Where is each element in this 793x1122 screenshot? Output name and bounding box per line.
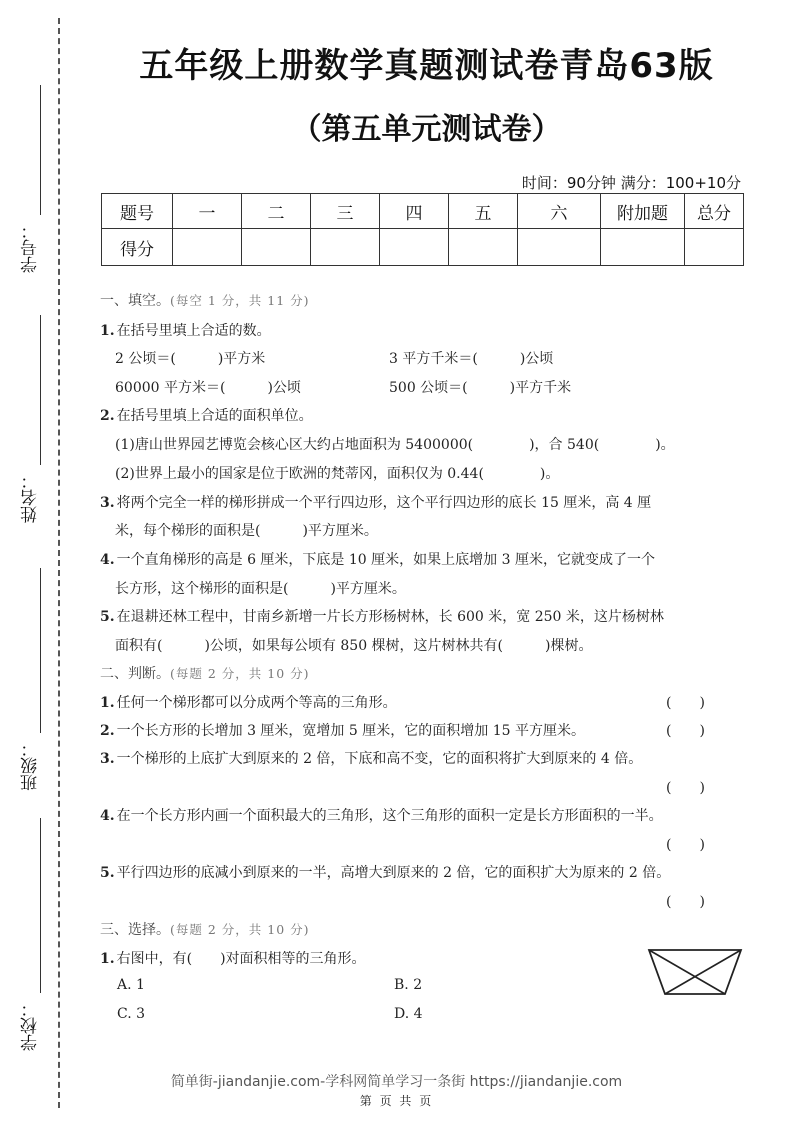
section-1-heading bbox=[100, 290, 310, 310]
option-a[interactable]: A. 1 bbox=[117, 977, 145, 993]
page-title: 五年级上册数学真题测试卷青岛63版 bbox=[139, 46, 714, 86]
question-number: 1. bbox=[100, 695, 115, 711]
score-header-cell: 二 bbox=[242, 194, 311, 229]
s1-q1-item-d: 500 公顷＝( )平方千米 bbox=[389, 380, 572, 396]
score-cell[interactable] bbox=[242, 229, 311, 266]
option-c[interactable]: C. 3 bbox=[117, 1006, 146, 1022]
class-label: 班级： bbox=[21, 740, 41, 791]
question-text: 将两个完全一样的梯形拼成一个平行四边形，这个平行四边形的底长 15 厘米，高 4 厘 bbox=[116, 495, 652, 511]
score-cell[interactable] bbox=[518, 229, 601, 266]
question-number: 5. bbox=[100, 609, 115, 625]
s1-q1-item-a: 2 公顷＝( )平方米 bbox=[115, 351, 266, 367]
question-number: 4. bbox=[100, 552, 115, 568]
question-text: 在括号里填上合适的数。 bbox=[116, 323, 271, 339]
s1-q2-item-2: (2)世界上最小的国家是位于欧洲的梵蒂冈，面积仅为 0.44( )。 bbox=[115, 466, 560, 482]
page-number: 第 页 共 页 bbox=[359, 1094, 434, 1108]
diagonal-line bbox=[665, 950, 741, 994]
section-2-title: 二、判断。 bbox=[100, 666, 170, 682]
section-3-note: (每题 2 分，共 10 分) bbox=[170, 922, 310, 937]
section-1-title: 一、填空。 bbox=[100, 293, 170, 309]
question-number: 3. bbox=[100, 495, 115, 511]
section-1-note: (每空 1 分，共 11 分) bbox=[170, 293, 310, 308]
score-cell[interactable] bbox=[449, 229, 518, 266]
score-table-header-row bbox=[102, 194, 744, 229]
score-header-cell: 总分 bbox=[685, 194, 744, 229]
question-text: 在括号里填上合适的面积单位。 bbox=[116, 408, 313, 424]
score-table-score-row bbox=[102, 229, 744, 266]
s1-q5-line-2: 面积有( )公顷，如果每公顷有 850 棵树，这片树林共有( )棵树。 bbox=[115, 638, 593, 654]
score-row-label: 得分 bbox=[102, 229, 173, 266]
score-header-cell: 一 bbox=[173, 194, 242, 229]
score-header-cell: 附加题 bbox=[601, 194, 685, 229]
option-b[interactable]: B. 2 bbox=[394, 977, 423, 993]
s2-question-5 bbox=[100, 862, 670, 882]
s1-q1-item-b: 3 平方千米＝( )公顷 bbox=[389, 351, 554, 367]
score-cell[interactable] bbox=[601, 229, 685, 266]
section-3-title: 三、选择。 bbox=[100, 922, 170, 938]
question-text: 在一个长方形内画一个面积最大的三角形，这个三角形的面积一定是长方形面积的一半。 bbox=[116, 808, 663, 824]
answer-parens[interactable]: ( ) bbox=[666, 837, 705, 853]
trapezoid-outline bbox=[649, 950, 741, 994]
question-text: 平行四边形的底减小到原来的一半，高增大到原来的 2 倍，它的面积扩大为原来的 2 倍。 bbox=[116, 865, 671, 881]
score-header-cell: 五 bbox=[449, 194, 518, 229]
school-field[interactable] bbox=[40, 818, 41, 993]
question-number: 5. bbox=[100, 865, 115, 881]
answer-parens[interactable]: ( ) bbox=[666, 780, 705, 796]
answer-parens[interactable]: ( ) bbox=[666, 894, 705, 910]
score-cell[interactable] bbox=[380, 229, 449, 266]
s1-question-4 bbox=[100, 549, 655, 569]
s2-question-2 bbox=[100, 720, 585, 740]
name-field[interactable] bbox=[40, 315, 41, 465]
question-text: 任何一个梯形都可以分成两个等高的三角形。 bbox=[116, 695, 397, 711]
s2-question-4 bbox=[100, 805, 663, 825]
time-info: 时间：90分钟 满分：100+10分 bbox=[521, 174, 741, 192]
score-cell[interactable] bbox=[685, 229, 744, 266]
section-2-note: (每题 2 分，共 10 分) bbox=[170, 666, 310, 681]
question-number: 4. bbox=[100, 808, 115, 824]
student-id-label: 学号： bbox=[21, 222, 41, 273]
question-number: 1. bbox=[100, 323, 115, 339]
s3-question-1 bbox=[100, 948, 366, 968]
question-number: 3. bbox=[100, 751, 115, 767]
class-field[interactable] bbox=[40, 568, 41, 733]
section-3-heading bbox=[100, 919, 310, 939]
s1-question-3 bbox=[100, 492, 651, 512]
s2-question-1 bbox=[100, 692, 397, 712]
student-id-field[interactable] bbox=[40, 85, 41, 215]
score-cell[interactable] bbox=[173, 229, 242, 266]
page-subtitle: （第五单元测试卷） bbox=[291, 112, 562, 147]
option-d[interactable]: D. 4 bbox=[394, 1006, 423, 1022]
question-text: 一个直角梯形的高是 6 厘米，下底是 10 厘米，如果上底增加 3 厘米，它就变成了一个 bbox=[116, 552, 655, 568]
question-text: 右图中，有( )对面积相等的三角形。 bbox=[116, 951, 366, 967]
school-label: 学校： bbox=[21, 1000, 41, 1051]
source-footer: 简单街-jiandanjie.com-学科网简单学习一条街 https://jiandanjie.com bbox=[170, 1074, 623, 1090]
score-table bbox=[101, 193, 744, 266]
section-2-heading bbox=[100, 663, 310, 683]
name-label: 姓名： bbox=[21, 472, 41, 523]
question-text: 在退耕还林工程中，甘南乡新增一片长方形杨树林，长 600 米，宽 250 米，这片杨树林 bbox=[116, 609, 664, 625]
s1-question-5 bbox=[100, 606, 664, 626]
question-number: 1. bbox=[100, 951, 115, 967]
s1-question-2 bbox=[100, 405, 313, 425]
s1-q4-line-2: 长方形，这个梯形的面积是( )平方厘米。 bbox=[115, 581, 406, 597]
question-text: 一个长方形的长增加 3 厘米，宽增加 5 厘米，它的面积增加 15 平方厘米。 bbox=[116, 723, 585, 739]
score-header-cell: 三 bbox=[311, 194, 380, 229]
s1-q1-item-c: 60000 平方米＝( )公顷 bbox=[115, 380, 301, 396]
answer-parens[interactable]: ( ) bbox=[666, 723, 705, 739]
s2-question-3 bbox=[100, 748, 642, 768]
score-header-cell: 四 bbox=[380, 194, 449, 229]
question-number: 2. bbox=[100, 408, 115, 424]
score-header-cell: 题号 bbox=[102, 194, 173, 229]
binding-dashed-line bbox=[58, 18, 60, 1108]
diagonal-line bbox=[649, 950, 725, 994]
trapezoid-diagram bbox=[647, 948, 743, 998]
s1-question-1 bbox=[100, 320, 271, 340]
s1-q3-line-2: 米，每个梯形的面积是( )平方厘米。 bbox=[115, 523, 378, 539]
question-text: 一个梯形的上底扩大到原来的 2 倍，下底和高不变，它的面积将扩大到原来的 4 倍。 bbox=[116, 751, 643, 767]
answer-parens[interactable]: ( ) bbox=[666, 695, 705, 711]
s1-q2-item-1: (1)唐山世界园艺博览会核心区大约占地面积为 5400000( )，合 540( )。 bbox=[115, 437, 675, 453]
score-cell[interactable] bbox=[311, 229, 380, 266]
question-number: 2. bbox=[100, 723, 115, 739]
score-header-cell: 六 bbox=[518, 194, 601, 229]
